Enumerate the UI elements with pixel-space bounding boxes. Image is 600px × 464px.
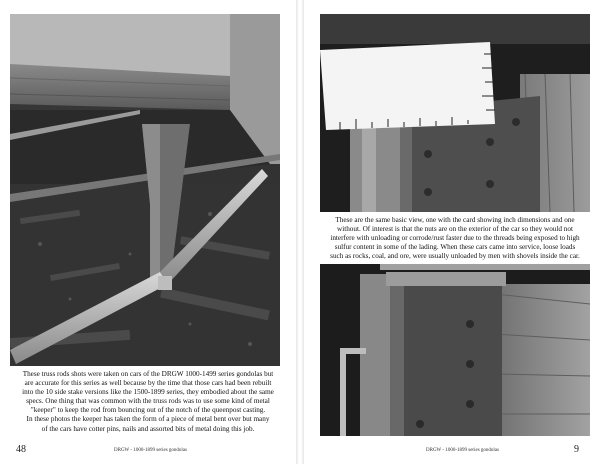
right-caption [314, 216, 596, 261]
caption-line: such as rocks, coal, and ore, were usually unloaded by men with shovels inside the car. [330, 252, 580, 261]
page-footer: DRGW - 1000-1899 series gondolas [114, 448, 187, 453]
page-footer: DRGW - 1000-1899 series gondolas [426, 448, 499, 453]
caption-line: "keeper" to keep the rod from bouncing out of the notch of the queenpost casting. [30, 406, 266, 415]
caption-line: of the cars have cotter pins, nails and assorted bits of metal doing this job. [41, 424, 255, 433]
truss-rod-photo [10, 14, 280, 366]
page-number: 9 [574, 444, 579, 455]
caption-line: into the 10 side stake versions like the 1500-1899 series, they embodied about the same [22, 388, 274, 397]
caption-line: sulfur content in some of the lading. When these cars came into service, loose loads [334, 243, 576, 252]
caption-line: These are the same basic view, one with the card showing inch dimensions and one [335, 216, 575, 224]
stake-pocket-photo-with-card [320, 14, 590, 212]
caption-line: without. Of interest is that the nuts are on the exterior of the car so they would not [337, 225, 573, 234]
caption-line: These truss rods shots were taken on cars of the DRGW 1000-1499 series gondolas but [22, 370, 274, 378]
right-page [304, 0, 600, 464]
caption-line: interfere with unloading or corrode/rust faster due to the threads being exposed to high [330, 234, 580, 243]
caption-line: specs. One thing that was common with the truss rods was to use some kind of metal [26, 397, 270, 406]
book-gutter [296, 0, 304, 464]
left-page [0, 0, 296, 464]
stake-pocket-photo-without-card [320, 264, 590, 436]
caption-line: are accurate for this series as well because by the time that those cars had been rebuilt [24, 379, 272, 388]
left-caption [8, 370, 288, 434]
page-number: 48 [16, 444, 26, 455]
caption-line: In these photos the keeper has taken the form of a piece of metal bent over but many [26, 415, 270, 424]
